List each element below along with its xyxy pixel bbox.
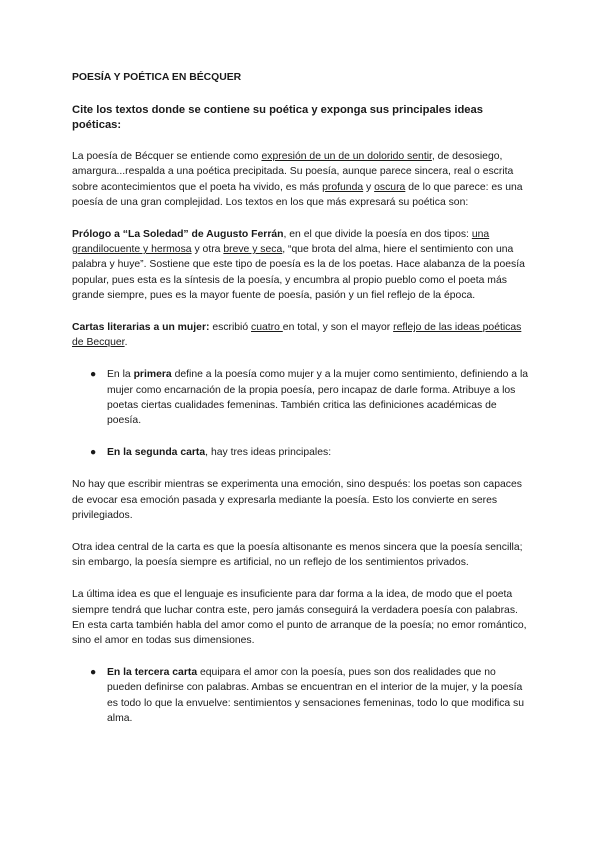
cartas-bold: Cartas literarias a un mujer:: [72, 322, 210, 334]
cartas-underline-1: cuatro: [251, 322, 283, 334]
bullet-list-2: [72, 445, 532, 460]
prologo-text-2: y otra: [191, 244, 224, 256]
question-heading: Cite los textos donde se contiene su poética y exponga sus principales ideas poéticas:: [72, 104, 483, 132]
prologo-paragraph: [72, 227, 532, 303]
prologo-text-3: , “que brota del alma, hiere el sentimiento con una palabra y huye”. Sostiene que este tipo de poesía es la de los poetas. Hace alabanza de la poesía popular, pues esta es la síntesis de la poesía, y encumbra al propio pueblo como el poeta más grande siempre, pues es la mayor fuente de poesía, pasión y un fiel reflejo de la época.: [72, 244, 525, 301]
list-item: [72, 665, 532, 726]
intro-text-1: La poesía de Bécquer se entiende como: [72, 151, 262, 163]
prologo-underline-2: breve y seca: [223, 244, 283, 256]
segunda-carta-idea-2: Otra idea central de la carta es que la poesía altisonante es menos sincera que la poesía sencilla; sin embargo, la poesía siempre es artificial, no un reflejo de los sentimientos privados.: [72, 542, 523, 569]
bullet1-bold: primera: [133, 369, 172, 381]
cartas-underline-2: reflejo de las ideas poéticas de Becquer: [72, 322, 522, 349]
bullet-icon: ●: [90, 369, 97, 381]
intro-text-4: de lo que parece: es una poesía de una gran complejidad. Los textos en los que más expresará su poética son:: [72, 181, 523, 208]
bullet1-text-1: En la: [107, 369, 134, 381]
intro-underline-2: profunda: [322, 181, 364, 193]
prologo-underline-1: una grandilocuente y hermosa: [72, 229, 490, 256]
bullet2-text: , hay tres ideas principales:: [205, 447, 332, 459]
bullet-icon: ●: [90, 667, 97, 679]
bullet3-text: equipara el amor con la poesía, pues son dos realidades que no pueden definirse con palabras. Ambas se encuentran en el interior de la mujer, y la poesía es todo lo que la envuelve: sentimientos y sensaciones femeninas, todo lo que modifica su alma.: [107, 667, 525, 724]
cartas-text-3: .: [124, 337, 128, 349]
cartas-text-1: escribió: [209, 322, 252, 334]
document-page: [72, 70, 532, 743]
bullet-list-3: [72, 665, 532, 726]
bullet-icon: ●: [90, 447, 97, 459]
bullet-list-1: [72, 367, 532, 428]
prologo-bold: Prólogo a “La Soledad” de Augusto Ferrán: [72, 229, 284, 241]
segunda-carta-idea-3: La última idea es que el lenguaje es insuficiente para dar forma a la idea, de modo que el poeta siempre tendrá que luchar contra este, pero jamás conseguirá la verdadera poesía con palabras. En esta carta también habla del amor como el punto de arranque de la poesía; no emor romántico, sino el amor en todas sus dimensiones.: [72, 589, 527, 647]
prologo-text-1: , en el que divide la poesía en dos tipos:: [283, 229, 472, 241]
bullet3-bold: En la tercera carta: [107, 667, 198, 679]
list-item: [72, 367, 532, 428]
intro-text-2: , de desosiego, amargura...respalda a una poética precipitada. Su poesía, aunque parece sincera, real o escrita sobre acontecimientos que el poeta ha vivido, es más: [72, 151, 514, 193]
bullet2-bold: En la segunda carta: [107, 447, 206, 459]
bullet1-text-2: define a la poesía como mujer y a la mujer como sentimiento, definiendo a la mujer como encarnación de la propia poesía, pero incapaz de darle forma. Atribuye a los poetas ciertas cualidades femeninas. También critica las definiciones académicas de poesía.: [107, 369, 529, 427]
intro-underline-3: oscura: [374, 181, 406, 193]
document-title: POESÍA Y POÉTICA EN BÉCQUER: [72, 72, 242, 83]
intro-paragraph: [72, 149, 532, 210]
intro-underline-1: expresión de un de un dolorido sentir: [261, 151, 432, 163]
list-item: [72, 445, 532, 460]
segunda-carta-idea-1: No hay que escribir mientras se experimenta una emoción, sino después: los poetas son capaces de evocar esa emoción pasada y expresarla mediante la poesía. Esto los convierte en seres privilegiados.: [72, 479, 522, 521]
cartas-text-2: en total, y son el mayor: [282, 322, 394, 334]
cartas-paragraph: [72, 320, 532, 350]
intro-text-3: y: [363, 181, 375, 193]
